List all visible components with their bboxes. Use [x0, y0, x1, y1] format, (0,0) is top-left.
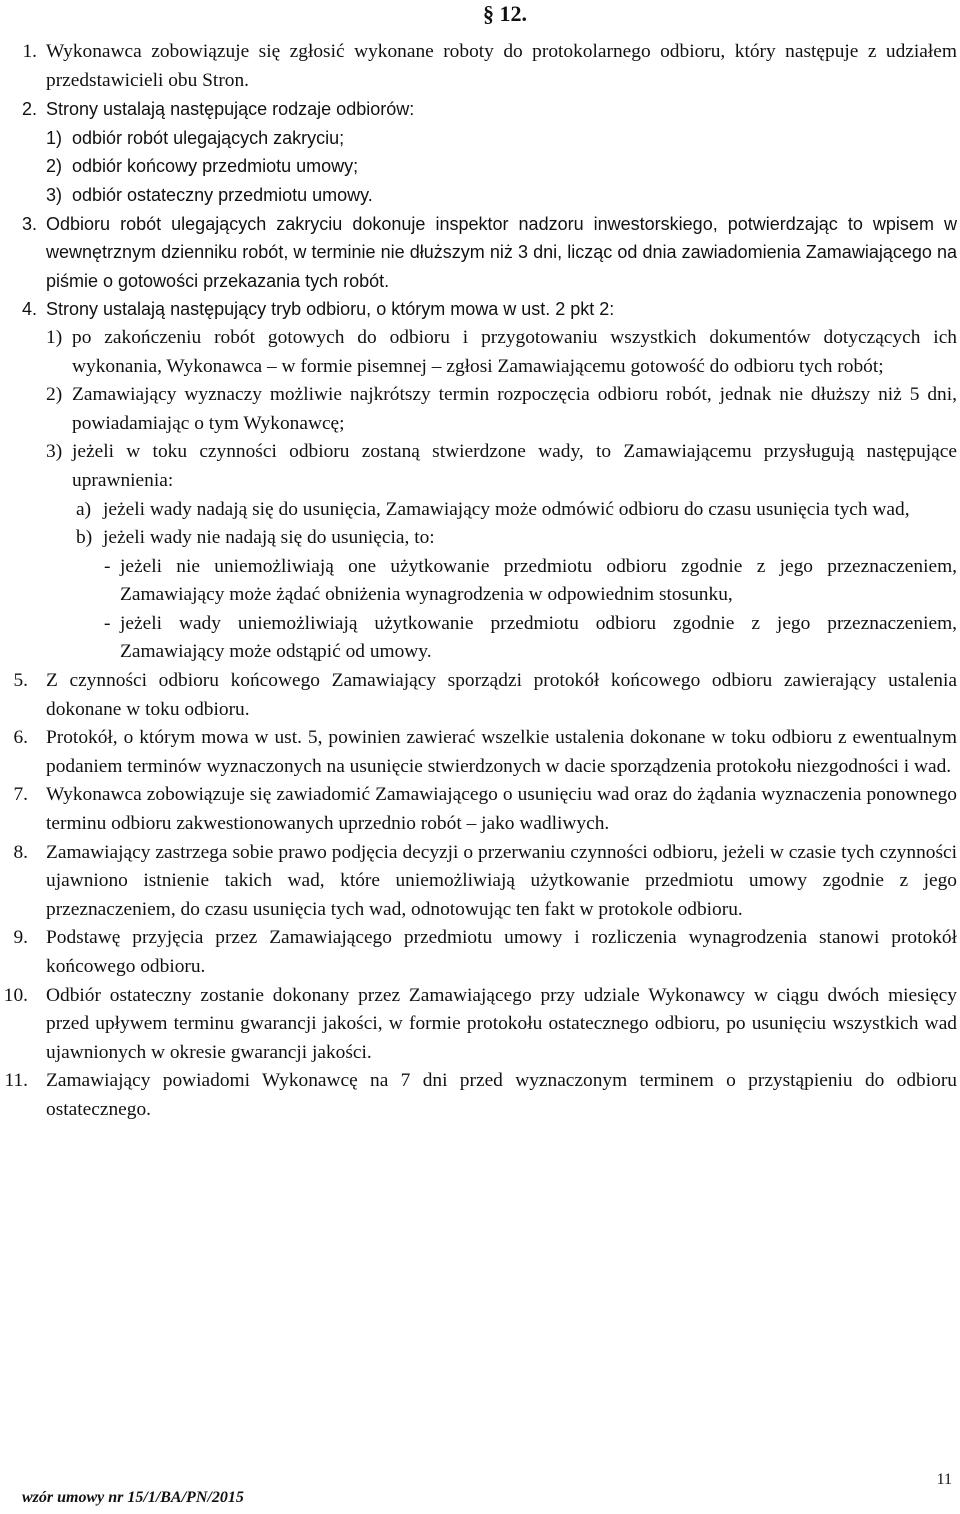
paragraph-number: 8. — [13, 841, 28, 863]
paragraph-text: Wykonawca zobowiązuje się zgłosić wykonane roboty do protokolarnego odbioru, który następuje z udziałem przedstawicieli obu Stron. — [46, 41, 957, 91]
document-reference: wzór umowy nr 15/1/BA/PN/2015 — [22, 1489, 244, 1506]
paragraph-5 — [0, 667, 957, 724]
paragraph-11 — [0, 1067, 957, 1124]
list-subitem — [0, 496, 957, 525]
list-subitem-letter: a) — [76, 498, 92, 520]
paragraph-number: 9. — [13, 927, 28, 949]
paragraph-text: Odbioru robót ulegających zakryciu dokonuje inspektor nadzoru inwestorskiego, potwierdzając to wpisem w wewnętrznym dzienniku robót, w terminie nie dłuższym niż 3 dni, licząc od dnia zawiadomienia Zamawiającego na piśmie o gotowości przekazania tych robót. — [46, 213, 957, 291]
paragraph-number: 5. — [13, 670, 28, 692]
paragraph-2 — [0, 95, 957, 124]
list-item — [0, 381, 957, 438]
paragraph-text: Strony ustalają następujący tryb odbioru, o którym mowa w ust. 2 pkt 2: — [46, 299, 615, 320]
paragraph-number: 6. — [13, 727, 28, 749]
list-item-text: odbiór ostateczny przedmiotu umowy. — [72, 184, 373, 205]
list-item — [0, 181, 957, 210]
list-item-number: 2) — [46, 384, 63, 406]
paragraph-4 — [0, 295, 957, 324]
list-item-number: 3) — [46, 441, 63, 463]
dash-item-text: jeżeli nie uniemożliwiają one użytkowanie przedmiotu odbioru zgodnie z jego przeznaczeniem, Zamawiający może żądać obniżenia wynagrodzenia w odpowiednim stosunku, — [120, 555, 957, 606]
dash-item — [0, 610, 957, 667]
dash-bullet: - — [104, 555, 111, 577]
paragraph-8 — [0, 839, 957, 925]
paragraph-number: 1. — [22, 41, 37, 62]
list-item-text: odbiór końcowy przedmiotu umowy; — [72, 156, 359, 177]
section-heading: § 12. — [483, 1, 527, 26]
dash-bullet: - — [104, 612, 111, 634]
paragraph-9 — [0, 924, 957, 981]
list-item-text: po zakończeniu robót gotowych do odbioru i przygotowaniu wszystkich dokumentów dotyczących ich wykonania, Wykonawca – w formie pisemnej – zgłosi Zamawiającemu gotowość do odbioru tych robót; — [72, 326, 957, 377]
section-content — [0, 38, 957, 1125]
paragraph-text: Odbiór ostateczny zostanie dokonany przez Zamawiającego przy udziale Wykonawcy w ciągu dwóch miesięcy przed upływem terminu gwarancji jakości, w formie protokołu ostatecznego odbioru, po usunięciu wszystkich wad ujawnionych w okresie gwarancji jakości. — [46, 984, 957, 1063]
list-item — [0, 438, 957, 495]
paragraph-number: 4. — [21, 299, 37, 320]
list-item — [0, 324, 957, 381]
paragraph-number: 10. — [3, 984, 28, 1006]
list-item-number: 3) — [46, 184, 63, 205]
paragraph-text: Wykonawca zobowiązuje się zawiadomić Zamawiającego o usunięciu wad oraz do żądania wyznaczenia ponownego terminu odbioru zakwestionowanych uprzednio robót – jako wadliwych. — [46, 784, 957, 835]
list-item-text: odbiór robót ulegających zakryciu; — [72, 127, 345, 148]
list-item-text: Zamawiający wyznaczy możliwie najkrótszy termin rozpoczęcia odbioru robót, jednak nie dłuższy niż 5 dni, powiadamiając o tym Wykonawcę; — [72, 384, 957, 434]
list-subitem-letter: b) — [76, 527, 93, 549]
paragraph-6 — [0, 724, 957, 781]
paragraph-text: Podstawę przyjęcia przez Zamawiającego przedmiotu umowy i rozliczenia wynagrodzenia stanowi protokół końcowego odbioru. — [46, 927, 957, 977]
paragraph-text: Strony ustalają następujące rodzaje odbiorów: — [46, 99, 415, 120]
paragraph-1 — [0, 38, 957, 95]
dash-item-text: jeżeli wady uniemożliwiają użytkowanie przedmiotu odbioru zgodnie z jego przeznaczeniem, Zamawiający może odstąpić od umowy. — [120, 612, 957, 663]
paragraph-number: 3. — [21, 213, 37, 234]
list-item-number: 1) — [46, 127, 63, 148]
list-item-text: jeżeli w toku czynności odbioru zostaną stwierdzone wady, to Zamawiającemu przysługują następujące uprawnienia: — [72, 441, 957, 491]
paragraph-text: Protokół, o którym mowa w ust. 5, powinien zawierać wszelkie ustalenia dokonane w toku odbioru z ewentualnym podaniem terminów wyznaczonych na usunięcie stwierdzonych w dacie sporządzenia protokołu niezgodności i wad. — [46, 727, 957, 777]
paragraph-number: 11. — [4, 1070, 28, 1092]
list-item — [0, 152, 957, 181]
page-number: 11 — [936, 1471, 952, 1488]
list-item — [0, 124, 957, 153]
list-item-number: 1) — [46, 326, 63, 348]
paragraph-text: Z czynności odbioru końcowego Zamawiający sporządzi protokół końcowego odbioru zawierający ustalenia dokonane w toku odbioru. — [46, 670, 957, 720]
list-subitem-text: jeżeli wady nadają się do usunięcia, Zamawiający może odmówić odbioru do czasu usunięcia tych wad, — [103, 498, 910, 520]
paragraph-text: Zamawiający powiadomi Wykonawcę na 7 dni przed wyznaczonym terminem o przystąpieniu do odbioru ostatecznego. — [46, 1070, 957, 1120]
paragraph-7 — [0, 781, 957, 838]
paragraph-number: 2. — [21, 99, 37, 120]
list-subitem-text: jeżeli wady nie nadają się do usunięcia, to: — [103, 527, 435, 549]
paragraph-10 — [0, 982, 957, 1068]
dash-item — [0, 553, 957, 610]
paragraph-text: Zamawiający zastrzega sobie prawo podjęcia decyzji o przerwaniu czynności odbioru, jeżeli w czasie tych czynności ujawniono istnienie takich wad, które uniemożliwiają użytkowanie przedmiotu umowy zgodnie z jego przeznaczeniem, do czasu usunięcia tych wad, odnotowując ten fakt w protokole odbioru. — [46, 841, 957, 920]
paragraph-3 — [0, 210, 957, 296]
list-item-number: 2) — [46, 156, 63, 177]
paragraph-number: 7. — [13, 784, 28, 806]
list-subitem — [0, 524, 957, 553]
